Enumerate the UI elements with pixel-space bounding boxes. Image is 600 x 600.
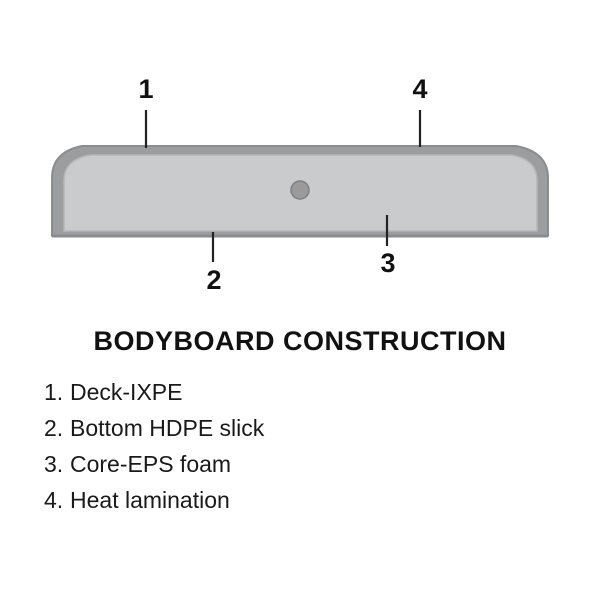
callout-label-3: 3 [380, 248, 396, 278]
vent-dot [291, 181, 309, 199]
list-item [44, 374, 564, 410]
list-item [44, 410, 564, 446]
list-item [44, 446, 564, 482]
callout-label-4: 4 [412, 74, 428, 104]
legend-number: 2. [44, 415, 64, 441]
callout-label-2: 2 [206, 265, 222, 295]
legend-text: Core-EPS foam [70, 451, 232, 477]
legend-number: 1. [44, 379, 64, 405]
list-item [44, 482, 564, 518]
diagram-title: BODYBOARD CONSTRUCTION [93, 326, 507, 356]
legend-text: Deck-IXPE [70, 379, 183, 405]
legend-text: Bottom HDPE slick [70, 415, 265, 441]
callout-label-1: 1 [138, 74, 154, 104]
legend-list [44, 374, 564, 518]
legend-number: 4. [44, 487, 64, 513]
legend-number: 3. [44, 451, 64, 477]
legend-text: Heat lamination [70, 487, 230, 513]
